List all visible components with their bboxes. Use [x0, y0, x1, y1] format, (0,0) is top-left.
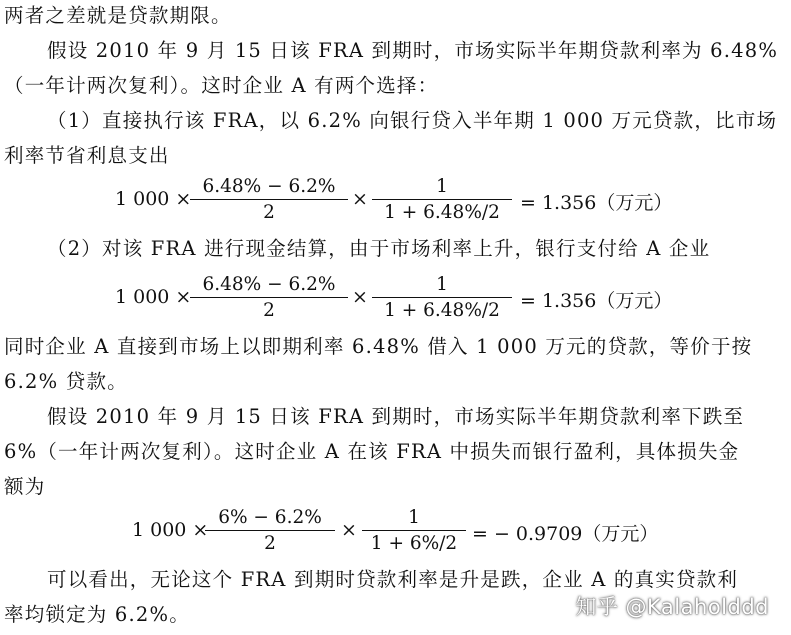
fraction-denominator: 1 + 6%/2 — [370, 533, 458, 554]
fraction-rate-diff — [190, 175, 348, 226]
paragraph-line: （2）对该 FRA 进行现金结算，由于市场利率上升，银行支付给 A 企业 — [47, 237, 711, 260]
fraction-numerator: 6% − 6.2% — [218, 507, 322, 528]
fraction-denominator: 2 — [264, 533, 276, 554]
fraction-numerator: 6.48% − 6.2% — [202, 274, 336, 295]
paragraph-line: （一年计两次复利）。这时企业 A 有两个选择： — [4, 74, 439, 97]
paragraph-line: 假设 2010 年 9 月 15 日该 FRA 到期时，市场实际半年期贷款利率下跌至 — [47, 405, 745, 428]
fraction-denominator: 1 + 6.48%/2 — [384, 202, 500, 223]
equation-result: = − 0.9709（万元） — [472, 523, 659, 545]
paragraph-line: 同时企业 A 直接到市场上以即期利率 6.48% 借入 1 000 万元的贷款，等价于按 — [4, 335, 753, 358]
fraction-numerator: 6.48% − 6.2% — [202, 176, 336, 197]
fraction-denominator: 1 + 6.48%/2 — [384, 300, 500, 321]
fraction-discount — [372, 273, 512, 324]
fraction-rate-diff — [205, 506, 335, 557]
paragraph-line: （1）直接执行该 FRA，以 6.2% 向银行贷入半年期 1 000 万元贷款，比市场 — [47, 109, 778, 132]
paragraph-line: 可以看出，无论这个 FRA 到期时贷款利率是升是跌，企业 A 的真实贷款利 — [47, 568, 739, 591]
times-sign: × — [341, 519, 357, 541]
times-sign: × — [352, 188, 368, 210]
fraction-denominator: 2 — [263, 300, 275, 321]
paragraph-line: 利率节省利息支出 — [4, 144, 170, 167]
fraction-numerator: 1 — [408, 507, 420, 528]
paragraph-line: 率均锁定为 6.2%。 — [4, 603, 190, 626]
fraction-numerator: 1 — [436, 274, 448, 295]
equation-lead: 1 000 × — [132, 519, 209, 541]
equation-lead: 1 000 × — [115, 286, 192, 308]
equation-result: = 1.356（万元） — [520, 192, 673, 214]
fraction-numerator: 1 — [436, 176, 448, 197]
equation-result: = 1.356（万元） — [520, 290, 673, 312]
fraction-discount — [362, 506, 466, 557]
paragraph-line: 额为 — [4, 475, 46, 498]
paragraph-line: 6.2% 贷款。 — [4, 370, 128, 393]
fraction-rate-diff — [190, 273, 348, 324]
paragraph-line: 6%（一年计两次复利）。这时企业 A 在该 FRA 中损失而银行盈利，具体损失金 — [4, 440, 740, 463]
fraction-denominator: 2 — [263, 202, 275, 223]
paragraph-line: 假设 2010 年 9 月 15 日该 FRA 到期时，市场实际半年期贷款利率为 6.48% — [47, 39, 779, 62]
watermark-text: 知乎 @Kalaholddd — [575, 595, 769, 619]
times-sign: × — [352, 286, 368, 308]
equation-lead: 1 000 × — [115, 188, 192, 210]
fraction-discount — [372, 175, 512, 226]
paragraph-line: 两者之差就是贷款期限。 — [4, 4, 232, 27]
